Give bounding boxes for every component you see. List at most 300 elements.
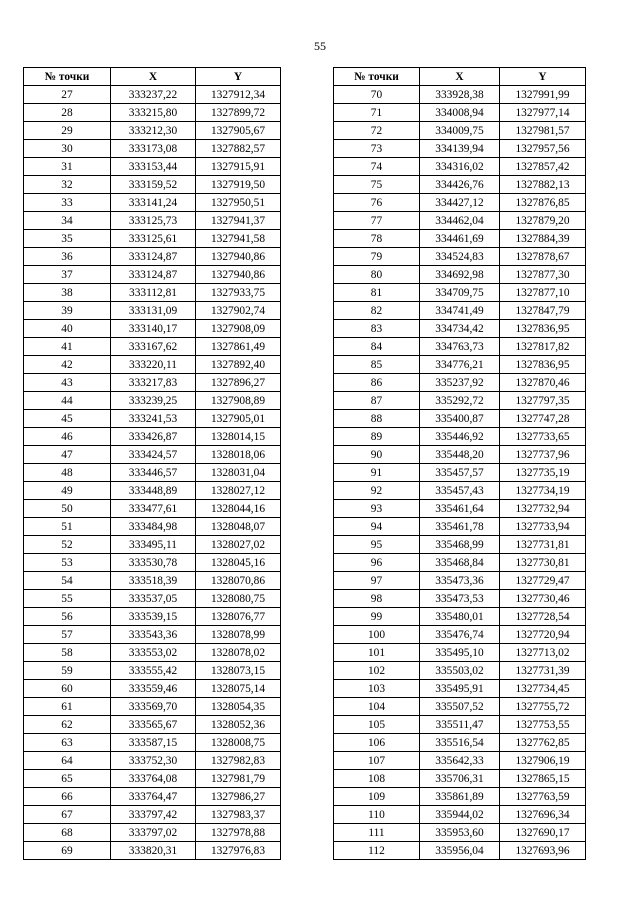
x-coordinate-cell: 333141,24 — [111, 194, 196, 212]
point-number-cell: 31 — [24, 158, 111, 176]
table-row — [24, 140, 281, 158]
point-number-cell: 28 — [24, 104, 111, 122]
x-coordinate-cell: 333820,31 — [111, 842, 196, 860]
y-coordinate-cell: 1327865,15 — [500, 770, 586, 788]
table-row — [24, 806, 281, 824]
x-coordinate-cell: 335468,99 — [420, 536, 500, 554]
x-coordinate-cell: 333530,78 — [111, 554, 196, 572]
x-coordinate-cell: 333553,02 — [111, 644, 196, 662]
table-row — [24, 536, 281, 554]
point-number-cell: 83 — [334, 320, 420, 338]
y-coordinate-cell: 1328027,12 — [196, 482, 281, 500]
x-coordinate-cell: 335473,36 — [420, 572, 500, 590]
header-y: Y — [196, 68, 281, 86]
table-row — [24, 626, 281, 644]
page-number: 55 — [314, 39, 326, 53]
x-coordinate-cell: 334692,98 — [420, 266, 500, 284]
x-coordinate-cell: 333477,61 — [111, 500, 196, 518]
table-row — [24, 662, 281, 680]
point-number-cell: 80 — [334, 266, 420, 284]
y-coordinate-cell: 1327976,83 — [196, 842, 281, 860]
table-row — [24, 266, 281, 284]
y-coordinate-cell: 1327690,17 — [500, 824, 586, 842]
y-coordinate-cell: 1327878,67 — [500, 248, 586, 266]
header-point-number: № точки — [334, 68, 420, 86]
y-coordinate-cell: 1327905,67 — [196, 122, 281, 140]
x-coordinate-cell: 333543,36 — [111, 626, 196, 644]
y-coordinate-cell: 1327884,39 — [500, 230, 586, 248]
table-row — [24, 194, 281, 212]
point-number-cell: 40 — [24, 320, 111, 338]
point-number-cell: 70 — [334, 86, 420, 104]
point-number-cell: 49 — [24, 482, 111, 500]
header-y: Y — [500, 68, 586, 86]
table-row — [24, 608, 281, 626]
table-row — [24, 392, 281, 410]
y-coordinate-cell: 1328018,06 — [196, 446, 281, 464]
x-coordinate-cell: 333159,52 — [111, 176, 196, 194]
table-row — [24, 698, 281, 716]
table-row — [334, 158, 586, 176]
x-coordinate-cell: 333140,17 — [111, 320, 196, 338]
x-coordinate-cell: 335507,52 — [420, 698, 500, 716]
x-coordinate-cell: 335446,92 — [420, 428, 500, 446]
x-coordinate-cell: 333241,53 — [111, 410, 196, 428]
point-number-cell: 89 — [334, 428, 420, 446]
y-coordinate-cell: 1327730,46 — [500, 590, 586, 608]
y-coordinate-cell: 1327940,86 — [196, 266, 281, 284]
point-number-cell: 73 — [334, 140, 420, 158]
table-row — [334, 716, 586, 734]
y-coordinate-cell: 1327733,65 — [500, 428, 586, 446]
point-number-cell: 72 — [334, 122, 420, 140]
header-x: X — [111, 68, 196, 86]
x-coordinate-cell: 333112,81 — [111, 284, 196, 302]
y-coordinate-cell: 1327876,85 — [500, 194, 586, 212]
x-coordinate-cell: 333928,38 — [420, 86, 500, 104]
x-coordinate-cell: 333173,08 — [111, 140, 196, 158]
table-row — [24, 158, 281, 176]
y-coordinate-cell: 1328073,15 — [196, 662, 281, 680]
table-row — [24, 410, 281, 428]
point-number-cell: 42 — [24, 356, 111, 374]
x-coordinate-cell: 333569,70 — [111, 698, 196, 716]
y-coordinate-cell: 1328070,86 — [196, 572, 281, 590]
table-row — [24, 464, 281, 482]
y-coordinate-cell: 1327906,19 — [500, 752, 586, 770]
table-row — [24, 500, 281, 518]
y-coordinate-cell: 1327977,14 — [500, 104, 586, 122]
table-row — [24, 284, 281, 302]
y-coordinate-cell: 1327908,89 — [196, 392, 281, 410]
x-coordinate-cell: 333537,05 — [111, 590, 196, 608]
x-coordinate-cell: 334427,12 — [420, 194, 500, 212]
table-row — [334, 266, 586, 284]
point-number-cell: 100 — [334, 626, 420, 644]
table-row — [334, 176, 586, 194]
point-number-cell: 95 — [334, 536, 420, 554]
point-number-cell: 50 — [24, 500, 111, 518]
x-coordinate-cell: 335237,92 — [420, 374, 500, 392]
x-coordinate-cell: 334763,73 — [420, 338, 500, 356]
x-coordinate-cell: 335473,53 — [420, 590, 500, 608]
point-number-cell: 107 — [334, 752, 420, 770]
y-coordinate-cell: 1327983,37 — [196, 806, 281, 824]
y-coordinate-cell: 1327797,35 — [500, 392, 586, 410]
y-coordinate-cell: 1327731,39 — [500, 662, 586, 680]
x-coordinate-cell: 334524,83 — [420, 248, 500, 266]
table-row — [24, 680, 281, 698]
y-coordinate-cell: 1328080,75 — [196, 590, 281, 608]
x-coordinate-cell: 333131,09 — [111, 302, 196, 320]
x-coordinate-cell: 335457,57 — [420, 464, 500, 482]
x-coordinate-cell: 333167,62 — [111, 338, 196, 356]
x-coordinate-cell: 334741,49 — [420, 302, 500, 320]
table-row — [24, 590, 281, 608]
y-coordinate-cell: 1327991,99 — [500, 86, 586, 104]
y-coordinate-cell: 1328027,02 — [196, 536, 281, 554]
x-coordinate-cell: 334316,02 — [420, 158, 500, 176]
point-number-cell: 41 — [24, 338, 111, 356]
y-coordinate-cell: 1327755,72 — [500, 698, 586, 716]
x-coordinate-cell: 333426,87 — [111, 428, 196, 446]
y-coordinate-cell: 1327735,19 — [500, 464, 586, 482]
y-coordinate-cell: 1327915,91 — [196, 158, 281, 176]
y-coordinate-cell: 1328044,16 — [196, 500, 281, 518]
y-coordinate-cell: 1327733,94 — [500, 518, 586, 536]
y-coordinate-cell: 1327940,86 — [196, 248, 281, 266]
point-number-cell: 44 — [24, 392, 111, 410]
y-coordinate-cell: 1327696,34 — [500, 806, 586, 824]
table-row — [334, 734, 586, 752]
table-row — [334, 770, 586, 788]
header-point-number: № точки — [24, 68, 111, 86]
y-coordinate-cell: 1328054,35 — [196, 698, 281, 716]
point-number-cell: 60 — [24, 680, 111, 698]
x-coordinate-cell: 333764,08 — [111, 770, 196, 788]
point-number-cell: 51 — [24, 518, 111, 536]
x-coordinate-cell: 333495,11 — [111, 536, 196, 554]
y-coordinate-cell: 1327762,85 — [500, 734, 586, 752]
table-row — [24, 734, 281, 752]
table-row — [334, 626, 586, 644]
y-coordinate-cell: 1327905,01 — [196, 410, 281, 428]
y-coordinate-cell: 1327978,88 — [196, 824, 281, 842]
table-row — [24, 788, 281, 806]
x-coordinate-cell: 335495,91 — [420, 680, 500, 698]
point-number-cell: 52 — [24, 536, 111, 554]
table-row — [334, 248, 586, 266]
y-coordinate-cell: 1327693,96 — [500, 842, 586, 860]
x-coordinate-cell: 335516,54 — [420, 734, 500, 752]
x-coordinate-cell: 333559,46 — [111, 680, 196, 698]
table-row — [24, 752, 281, 770]
x-coordinate-cell: 335468,84 — [420, 554, 500, 572]
point-number-cell: 102 — [334, 662, 420, 680]
x-coordinate-cell: 333797,42 — [111, 806, 196, 824]
table-row — [24, 770, 281, 788]
table-row — [24, 302, 281, 320]
y-coordinate-cell: 1327737,96 — [500, 446, 586, 464]
table-row — [334, 842, 586, 860]
y-coordinate-cell: 1327982,83 — [196, 752, 281, 770]
x-coordinate-cell: 335495,10 — [420, 644, 500, 662]
point-number-cell: 104 — [334, 698, 420, 716]
point-number-cell: 74 — [334, 158, 420, 176]
table-row — [334, 122, 586, 140]
point-number-cell: 111 — [334, 824, 420, 842]
table-row — [334, 590, 586, 608]
x-coordinate-cell: 335706,31 — [420, 770, 500, 788]
y-coordinate-cell: 1327908,09 — [196, 320, 281, 338]
x-coordinate-cell: 334776,21 — [420, 356, 500, 374]
y-coordinate-cell: 1327896,27 — [196, 374, 281, 392]
table-row — [334, 284, 586, 302]
table-row — [334, 662, 586, 680]
x-coordinate-cell: 334462,04 — [420, 212, 500, 230]
point-number-cell: 37 — [24, 266, 111, 284]
point-number-cell: 91 — [334, 464, 420, 482]
point-number-cell: 59 — [24, 662, 111, 680]
table-row — [334, 302, 586, 320]
y-coordinate-cell: 1328078,99 — [196, 626, 281, 644]
y-coordinate-cell: 1328008,75 — [196, 734, 281, 752]
table-row — [24, 104, 281, 122]
x-coordinate-cell: 333797,02 — [111, 824, 196, 842]
y-coordinate-cell: 1327731,81 — [500, 536, 586, 554]
point-number-cell: 106 — [334, 734, 420, 752]
y-coordinate-cell: 1327747,28 — [500, 410, 586, 428]
table-row — [334, 446, 586, 464]
point-number-cell: 64 — [24, 752, 111, 770]
y-coordinate-cell: 1327836,95 — [500, 356, 586, 374]
x-coordinate-cell: 333446,57 — [111, 464, 196, 482]
x-coordinate-cell: 335944,02 — [420, 806, 500, 824]
y-coordinate-cell: 1327857,42 — [500, 158, 586, 176]
coordinates-table-right — [333, 67, 586, 860]
y-coordinate-cell: 1327729,47 — [500, 572, 586, 590]
table-row — [24, 374, 281, 392]
x-coordinate-cell: 333212,30 — [111, 122, 196, 140]
table-row — [334, 410, 586, 428]
point-number-cell: 39 — [24, 302, 111, 320]
point-number-cell: 43 — [24, 374, 111, 392]
x-coordinate-cell: 333217,83 — [111, 374, 196, 392]
table-row — [334, 230, 586, 248]
y-coordinate-cell: 1327713,02 — [500, 644, 586, 662]
table-row — [24, 572, 281, 590]
point-number-cell: 58 — [24, 644, 111, 662]
x-coordinate-cell: 334461,69 — [420, 230, 500, 248]
x-coordinate-cell: 333587,15 — [111, 734, 196, 752]
point-number-cell: 90 — [334, 446, 420, 464]
table-row — [24, 176, 281, 194]
y-coordinate-cell: 1327986,27 — [196, 788, 281, 806]
x-coordinate-cell: 333555,42 — [111, 662, 196, 680]
x-coordinate-cell: 333220,11 — [111, 356, 196, 374]
x-coordinate-cell: 333539,15 — [111, 608, 196, 626]
point-number-cell: 108 — [334, 770, 420, 788]
point-number-cell: 101 — [334, 644, 420, 662]
y-coordinate-cell: 1327912,34 — [196, 86, 281, 104]
point-number-cell: 61 — [24, 698, 111, 716]
point-number-cell: 109 — [334, 788, 420, 806]
table-row — [334, 392, 586, 410]
y-coordinate-cell: 1328075,14 — [196, 680, 281, 698]
point-number-cell: 57 — [24, 626, 111, 644]
table-row — [24, 644, 281, 662]
point-number-cell: 48 — [24, 464, 111, 482]
y-coordinate-cell: 1327877,30 — [500, 266, 586, 284]
x-coordinate-cell: 333124,87 — [111, 248, 196, 266]
x-coordinate-cell: 335400,87 — [420, 410, 500, 428]
y-coordinate-cell: 1328045,16 — [196, 554, 281, 572]
x-coordinate-cell: 334709,75 — [420, 284, 500, 302]
table-row — [334, 356, 586, 374]
point-number-cell: 75 — [334, 176, 420, 194]
point-number-cell: 27 — [24, 86, 111, 104]
point-number-cell: 54 — [24, 572, 111, 590]
x-coordinate-cell: 335642,33 — [420, 752, 500, 770]
point-number-cell: 110 — [334, 806, 420, 824]
y-coordinate-cell: 1327941,37 — [196, 212, 281, 230]
table-row — [334, 644, 586, 662]
point-number-cell: 55 — [24, 590, 111, 608]
point-number-cell: 30 — [24, 140, 111, 158]
y-coordinate-cell: 1327728,54 — [500, 608, 586, 626]
x-coordinate-cell: 333484,98 — [111, 518, 196, 536]
y-coordinate-cell: 1327870,46 — [500, 374, 586, 392]
table-row — [334, 464, 586, 482]
table-row — [334, 104, 586, 122]
table-row — [334, 572, 586, 590]
table-row — [334, 554, 586, 572]
point-number-cell: 77 — [334, 212, 420, 230]
x-coordinate-cell: 333215,80 — [111, 104, 196, 122]
table-header-row — [334, 68, 586, 86]
point-number-cell: 38 — [24, 284, 111, 302]
x-coordinate-cell: 335448,20 — [420, 446, 500, 464]
x-coordinate-cell: 335956,04 — [420, 842, 500, 860]
table-row — [24, 824, 281, 842]
y-coordinate-cell: 1327734,45 — [500, 680, 586, 698]
point-number-cell: 88 — [334, 410, 420, 428]
point-number-cell: 33 — [24, 194, 111, 212]
y-coordinate-cell: 1328076,77 — [196, 608, 281, 626]
x-coordinate-cell: 333448,89 — [111, 482, 196, 500]
point-number-cell: 98 — [334, 590, 420, 608]
y-coordinate-cell: 1327732,94 — [500, 500, 586, 518]
y-coordinate-cell: 1327899,72 — [196, 104, 281, 122]
x-coordinate-cell: 335461,64 — [420, 500, 500, 518]
table-row — [334, 500, 586, 518]
point-number-cell: 79 — [334, 248, 420, 266]
point-number-cell: 32 — [24, 176, 111, 194]
y-coordinate-cell: 1327892,40 — [196, 356, 281, 374]
point-number-cell: 71 — [334, 104, 420, 122]
table-row — [334, 428, 586, 446]
point-number-cell: 36 — [24, 248, 111, 266]
table-row — [24, 212, 281, 230]
y-coordinate-cell: 1327861,49 — [196, 338, 281, 356]
table-row — [334, 608, 586, 626]
table-row — [24, 356, 281, 374]
x-coordinate-cell: 335461,78 — [420, 518, 500, 536]
point-number-cell: 45 — [24, 410, 111, 428]
table-row — [24, 86, 281, 104]
x-coordinate-cell: 334009,75 — [420, 122, 500, 140]
y-coordinate-cell: 1328048,07 — [196, 518, 281, 536]
y-coordinate-cell: 1328031,04 — [196, 464, 281, 482]
x-coordinate-cell: 335511,47 — [420, 716, 500, 734]
point-number-cell: 105 — [334, 716, 420, 734]
y-coordinate-cell: 1327882,57 — [196, 140, 281, 158]
y-coordinate-cell: 1327902,74 — [196, 302, 281, 320]
table-row — [334, 140, 586, 158]
y-coordinate-cell: 1327957,56 — [500, 140, 586, 158]
x-coordinate-cell: 333125,73 — [111, 212, 196, 230]
y-coordinate-cell: 1327879,20 — [500, 212, 586, 230]
point-number-cell: 78 — [334, 230, 420, 248]
y-coordinate-cell: 1327941,58 — [196, 230, 281, 248]
point-number-cell: 94 — [334, 518, 420, 536]
table-row — [334, 536, 586, 554]
table-row — [334, 698, 586, 716]
point-number-cell: 47 — [24, 446, 111, 464]
x-coordinate-cell: 333239,25 — [111, 392, 196, 410]
point-number-cell: 66 — [24, 788, 111, 806]
point-number-cell: 76 — [334, 194, 420, 212]
point-number-cell: 93 — [334, 500, 420, 518]
x-coordinate-cell: 333424,57 — [111, 446, 196, 464]
x-coordinate-cell: 335292,72 — [420, 392, 500, 410]
table-row — [24, 446, 281, 464]
point-number-cell: 34 — [24, 212, 111, 230]
y-coordinate-cell: 1327877,10 — [500, 284, 586, 302]
table-header-row — [24, 68, 281, 86]
x-coordinate-cell: 335457,43 — [420, 482, 500, 500]
y-coordinate-cell: 1327763,59 — [500, 788, 586, 806]
point-number-cell: 68 — [24, 824, 111, 842]
table-row — [334, 482, 586, 500]
point-number-cell: 86 — [334, 374, 420, 392]
point-number-cell: 87 — [334, 392, 420, 410]
x-coordinate-cell: 335503,02 — [420, 662, 500, 680]
table-row — [24, 122, 281, 140]
point-number-cell: 85 — [334, 356, 420, 374]
point-number-cell: 69 — [24, 842, 111, 860]
table-row — [334, 788, 586, 806]
table-row — [24, 428, 281, 446]
point-number-cell: 112 — [334, 842, 420, 860]
table-row — [334, 86, 586, 104]
x-coordinate-cell: 335953,60 — [420, 824, 500, 842]
header-x: X — [420, 68, 500, 86]
table-row — [24, 716, 281, 734]
x-coordinate-cell: 334139,94 — [420, 140, 500, 158]
table-row — [334, 212, 586, 230]
x-coordinate-cell: 334734,42 — [420, 320, 500, 338]
x-coordinate-cell: 333518,39 — [111, 572, 196, 590]
table-row — [24, 320, 281, 338]
y-coordinate-cell: 1327753,55 — [500, 716, 586, 734]
table-row — [24, 842, 281, 860]
point-number-cell: 99 — [334, 608, 420, 626]
point-number-cell: 29 — [24, 122, 111, 140]
y-coordinate-cell: 1327836,95 — [500, 320, 586, 338]
point-number-cell: 96 — [334, 554, 420, 572]
x-coordinate-cell: 333237,22 — [111, 86, 196, 104]
